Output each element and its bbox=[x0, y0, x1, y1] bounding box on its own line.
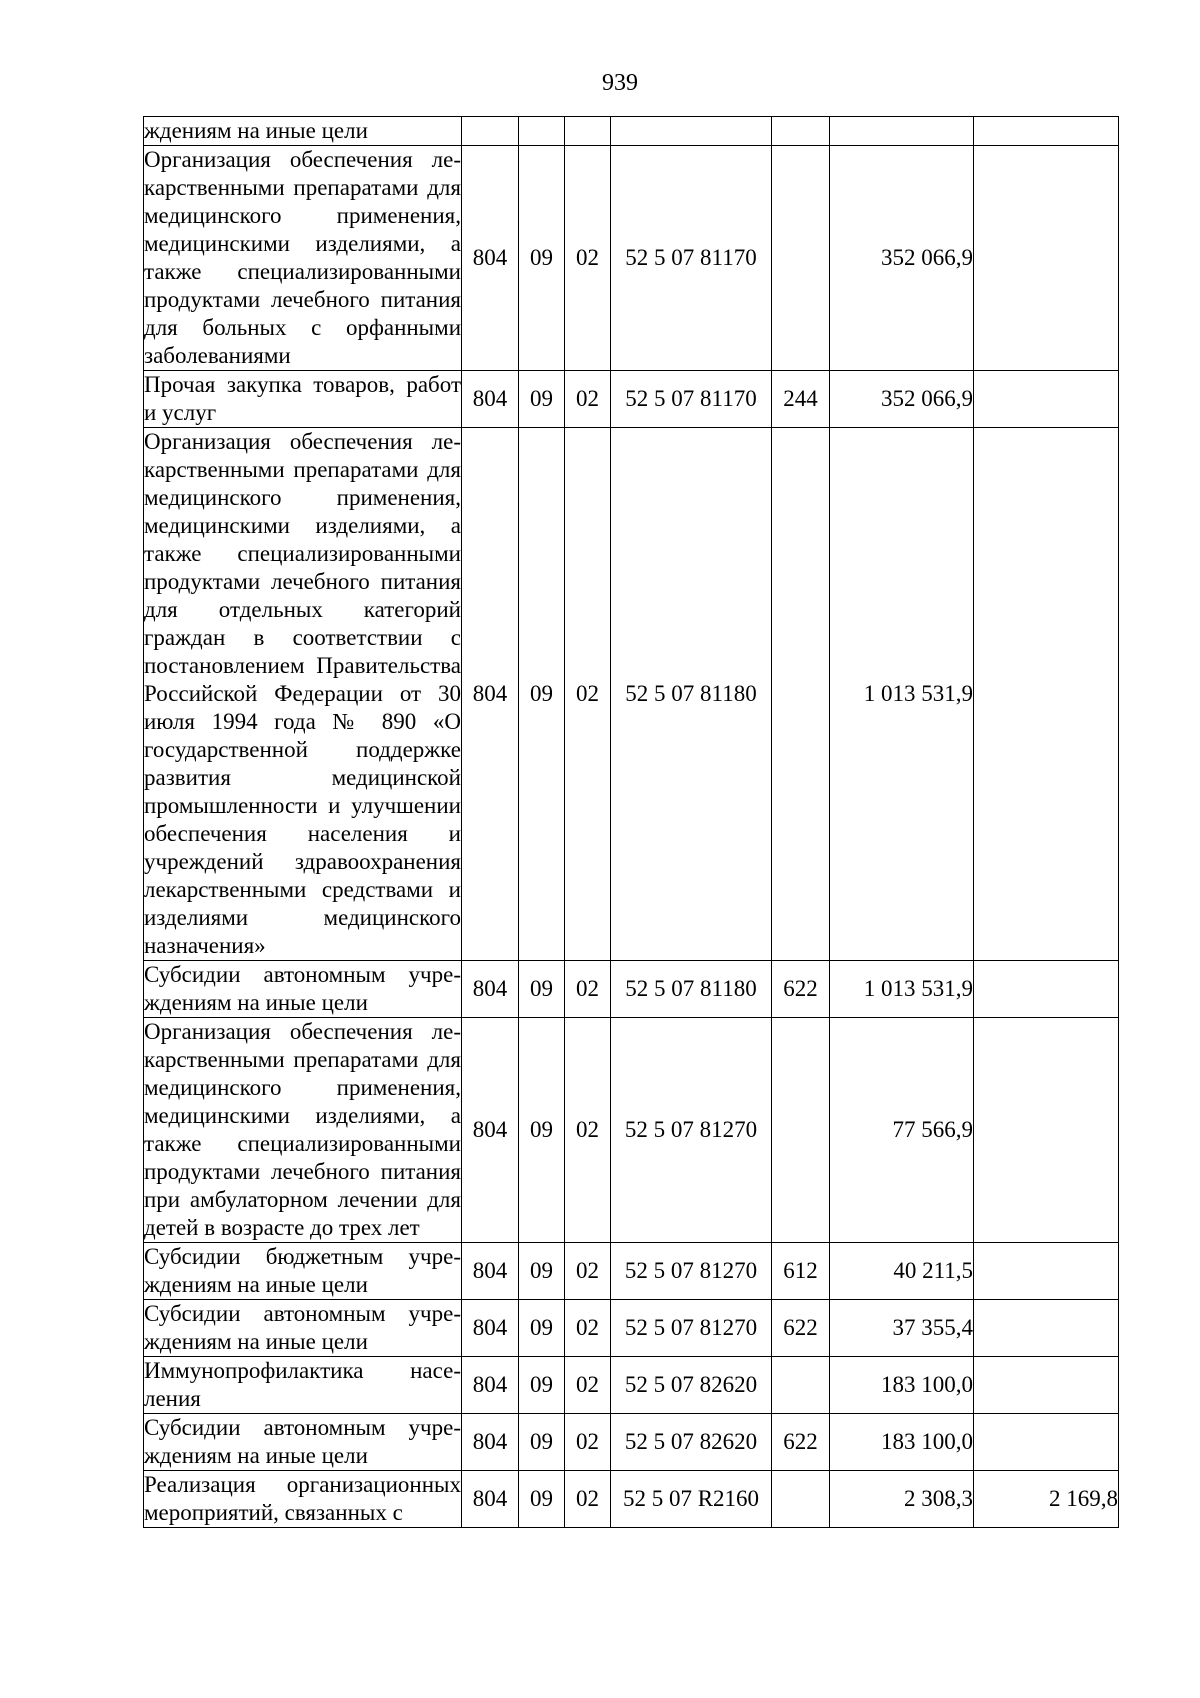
amount-cell: 37 355,4 bbox=[830, 1300, 974, 1357]
amount-cell: 183 100,0 bbox=[830, 1357, 974, 1414]
subsection-code-cell: 02 bbox=[565, 961, 611, 1018]
table-row bbox=[144, 1414, 1119, 1471]
amount-cell: 1 013 531,9 bbox=[830, 961, 974, 1018]
table-row bbox=[144, 146, 1119, 371]
amount-cell: 183 100,0 bbox=[830, 1414, 974, 1471]
table-row bbox=[144, 1018, 1119, 1243]
row-name-cell: Реализация организационных мероприятий, связанных с bbox=[144, 1471, 462, 1528]
ministry-code-cell: 804 bbox=[462, 1300, 519, 1357]
expense-type-cell: 612 bbox=[772, 1243, 830, 1300]
subsection-code-cell bbox=[565, 117, 611, 146]
table-row bbox=[144, 1471, 1119, 1528]
subsection-code-cell: 02 bbox=[565, 1357, 611, 1414]
ministry-code-cell: 804 bbox=[462, 1471, 519, 1528]
row-name-cell: Организация обеспечения лекарственными препаратами для медицинского применения, медицинскими изделиями, а также специализированными продуктами лечебного питания для отдельных категорий граждан в соответствии с постановлением Правительства Российской Федерации от 30 июля 1994 года № 890 «О государственной поддержке развития медицинской промышленности и улучшении обеспечения населения и учреждений здравоохранения лекарственными средствами и изделиями медицинского назначения» bbox=[144, 428, 462, 961]
amount-federal-cell: 2 169,8 bbox=[974, 1471, 1119, 1528]
ministry-code-cell bbox=[462, 117, 519, 146]
table-row bbox=[144, 961, 1119, 1018]
section-code-cell: 09 bbox=[519, 1243, 565, 1300]
ministry-code-cell: 804 bbox=[462, 1414, 519, 1471]
page-number: 939 bbox=[602, 70, 638, 96]
target-article-cell: 52 5 07 81170 bbox=[611, 146, 772, 371]
ministry-code-cell: 804 bbox=[462, 1018, 519, 1243]
ministry-code-cell: 804 bbox=[462, 371, 519, 428]
ministry-code-cell: 804 bbox=[462, 1243, 519, 1300]
section-code-cell: 09 bbox=[519, 371, 565, 428]
target-article-cell: 52 5 07 81170 bbox=[611, 371, 772, 428]
amount-cell: 2 308,3 bbox=[830, 1471, 974, 1528]
subsection-code-cell: 02 bbox=[565, 1243, 611, 1300]
row-name-cell: Субсидии автономным учреждениям на иные цели bbox=[144, 1300, 462, 1357]
table-row bbox=[144, 117, 1119, 146]
table-body bbox=[144, 117, 1119, 1528]
row-name-cell: ждениям на иные цели bbox=[144, 117, 462, 146]
ministry-code-cell: 804 bbox=[462, 1357, 519, 1414]
subsection-code-cell: 02 bbox=[565, 146, 611, 371]
amount-cell: 40 211,5 bbox=[830, 1243, 974, 1300]
row-name-cell: Субсидии автономным учреждениям на иные цели bbox=[144, 961, 462, 1018]
expense-type-cell: 622 bbox=[772, 1414, 830, 1471]
ministry-code-cell: 804 bbox=[462, 961, 519, 1018]
section-code-cell: 09 bbox=[519, 1018, 565, 1243]
row-name-cell: Прочая закупка товаров, работ и услуг bbox=[144, 371, 462, 428]
expense-type-cell: 622 bbox=[772, 1300, 830, 1357]
target-article-cell: 52 5 07 81180 bbox=[611, 961, 772, 1018]
expense-type-cell: 244 bbox=[772, 371, 830, 428]
target-article-cell: 52 5 07 82620 bbox=[611, 1414, 772, 1471]
table-row bbox=[144, 1300, 1119, 1357]
section-code-cell: 09 bbox=[519, 428, 565, 961]
amount-federal-cell bbox=[974, 1018, 1119, 1243]
expense-type-cell: 622 bbox=[772, 961, 830, 1018]
section-code-cell: 09 bbox=[519, 1414, 565, 1471]
expense-type-cell bbox=[772, 1471, 830, 1528]
section-code-cell: 09 bbox=[519, 146, 565, 371]
table-row bbox=[144, 1243, 1119, 1300]
amount-federal-cell bbox=[974, 428, 1119, 961]
amount-federal-cell bbox=[974, 1357, 1119, 1414]
ministry-code-cell: 804 bbox=[462, 146, 519, 371]
amount-federal-cell bbox=[974, 961, 1119, 1018]
row-name-cell: Организация обеспечения лекарственными препаратами для медицинского применения, медицинскими изделиями, а также специализированными продуктами лечебного питания при амбулаторном лечении для детей в возрасте до трех лет bbox=[144, 1018, 462, 1243]
expense-type-cell bbox=[772, 428, 830, 961]
section-code-cell: 09 bbox=[519, 1300, 565, 1357]
row-name-cell: Организация обеспечения лекарственными препаратами для медицинского применения, медицинскими изделиями, а также специализированными продуктами лечебного питания для больных с орфанными заболеваниями bbox=[144, 146, 462, 371]
subsection-code-cell: 02 bbox=[565, 1300, 611, 1357]
subsection-code-cell: 02 bbox=[565, 371, 611, 428]
amount-cell: 1 013 531,9 bbox=[830, 428, 974, 961]
amount-cell bbox=[830, 117, 974, 146]
amount-federal-cell bbox=[974, 1243, 1119, 1300]
subsection-code-cell: 02 bbox=[565, 1414, 611, 1471]
amount-federal-cell bbox=[974, 1414, 1119, 1471]
amount-cell: 77 566,9 bbox=[830, 1018, 974, 1243]
target-article-cell: 52 5 07 82620 bbox=[611, 1357, 772, 1414]
target-article-cell: 52 5 07 81270 bbox=[611, 1018, 772, 1243]
target-article-cell: 52 5 07 R2160 bbox=[611, 1471, 772, 1528]
expense-type-cell bbox=[772, 117, 830, 146]
subsection-code-cell: 02 bbox=[565, 428, 611, 961]
table-row bbox=[144, 428, 1119, 961]
ministry-code-cell: 804 bbox=[462, 428, 519, 961]
row-name-cell: Субсидии бюджетным учреждениям на иные цели bbox=[144, 1243, 462, 1300]
subsection-code-cell: 02 bbox=[565, 1018, 611, 1243]
target-article-cell: 52 5 07 81270 bbox=[611, 1243, 772, 1300]
row-name-cell: Субсидии автономным учреждениям на иные цели bbox=[144, 1414, 462, 1471]
target-article-cell bbox=[611, 117, 772, 146]
table-row bbox=[144, 371, 1119, 428]
budget-table bbox=[143, 116, 1119, 1528]
target-article-cell: 52 5 07 81270 bbox=[611, 1300, 772, 1357]
section-code-cell: 09 bbox=[519, 1471, 565, 1528]
amount-cell: 352 066,9 bbox=[830, 146, 974, 371]
amount-federal-cell bbox=[974, 1300, 1119, 1357]
amount-federal-cell bbox=[974, 146, 1119, 371]
subsection-code-cell: 02 bbox=[565, 1471, 611, 1528]
table-row bbox=[144, 1357, 1119, 1414]
row-name-cell: Иммунопрофилактика населения bbox=[144, 1357, 462, 1414]
amount-cell: 352 066,9 bbox=[830, 371, 974, 428]
expense-type-cell bbox=[772, 1357, 830, 1414]
section-code-cell: 09 bbox=[519, 1357, 565, 1414]
target-article-cell: 52 5 07 81180 bbox=[611, 428, 772, 961]
section-code-cell bbox=[519, 117, 565, 146]
amount-federal-cell bbox=[974, 117, 1119, 146]
expense-type-cell bbox=[772, 1018, 830, 1243]
expense-type-cell bbox=[772, 146, 830, 371]
amount-federal-cell bbox=[974, 371, 1119, 428]
section-code-cell: 09 bbox=[519, 961, 565, 1018]
